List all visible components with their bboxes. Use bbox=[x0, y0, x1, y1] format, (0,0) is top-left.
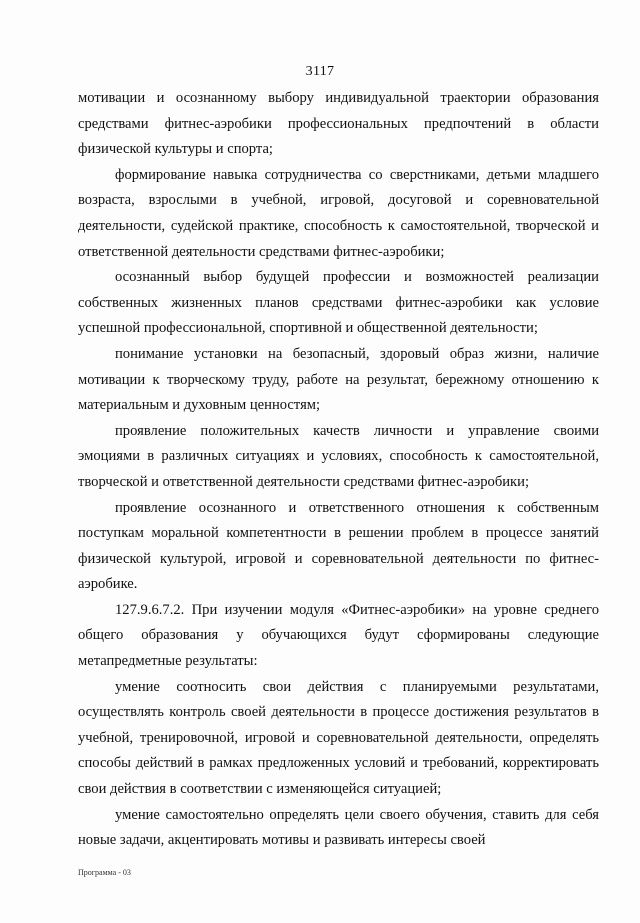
paragraph: формирование навыка сотрудничества со сверстниками, детьми младшего возраста, взрослыми в учебной, игровой, досуговой и соревновательной деятельности, судейской практике, способность к самостоятельной, творческой и ответственной деятельности средствами фитнес-аэробики; bbox=[78, 166, 599, 260]
paragraph-continuation: мотивации и осознанному выбору индивидуальной траектории образования средствами фитнес-аэробики профессиональных предпочтений в области физической культуры и спорта; bbox=[78, 90, 599, 158]
paragraph: умение соотносить свои действия с планируемыми результатами, осуществлять контроль своей деятельности в процессе достижения результатов в учебной, тренировочной, игровой и соревновательной деятельности, определять способы действий в рамках предложенных условий и требований, корректировать свои действия в соответствии с изменяющейся ситуацией; bbox=[78, 678, 599, 798]
document-body bbox=[78, 86, 599, 854]
paragraph: проявление осознанного и ответственного отношения к собственным поступкам моральной компетентности в решении проблем в процессе занятий физической культурой, игровой и соревновательной деятельности по фитнес-аэробике. bbox=[78, 499, 599, 593]
section-paragraph: 127.9.6.7.2. При изучении модуля «Фитнес-аэробики» на уровне среднего общего образования у обучающихся будут сформированы следующие метапредметные результаты: bbox=[78, 601, 599, 670]
footer-label: Программа - 03 bbox=[78, 868, 131, 877]
paragraph: умение самостоятельно определять цели своего обучения, ставить для себя новые задачи, акцентировать мотивы и развивать интересы своей bbox=[78, 806, 599, 849]
paragraph: понимание установки на безопасный, здоровый образ жизни, наличие мотивации к творческому труду, работе на результат, бережному отношению к материальным и духовным ценностям; bbox=[78, 345, 599, 414]
paragraph: осознанный выбор будущей профессии и возможностей реализации собственных жизненных планов средствами фитнес-аэробики как условие успешной профессиональной, спортивной и общественной деятельности; bbox=[78, 269, 599, 337]
page-number: 3117 bbox=[305, 64, 335, 79]
paragraph: проявление положительных качеств личности и управление своими эмоциями в различных ситуациях и условиях, способность к самостоятельной, творческой и ответственной деятельности средствами фитнес-аэробики; bbox=[78, 422, 599, 490]
